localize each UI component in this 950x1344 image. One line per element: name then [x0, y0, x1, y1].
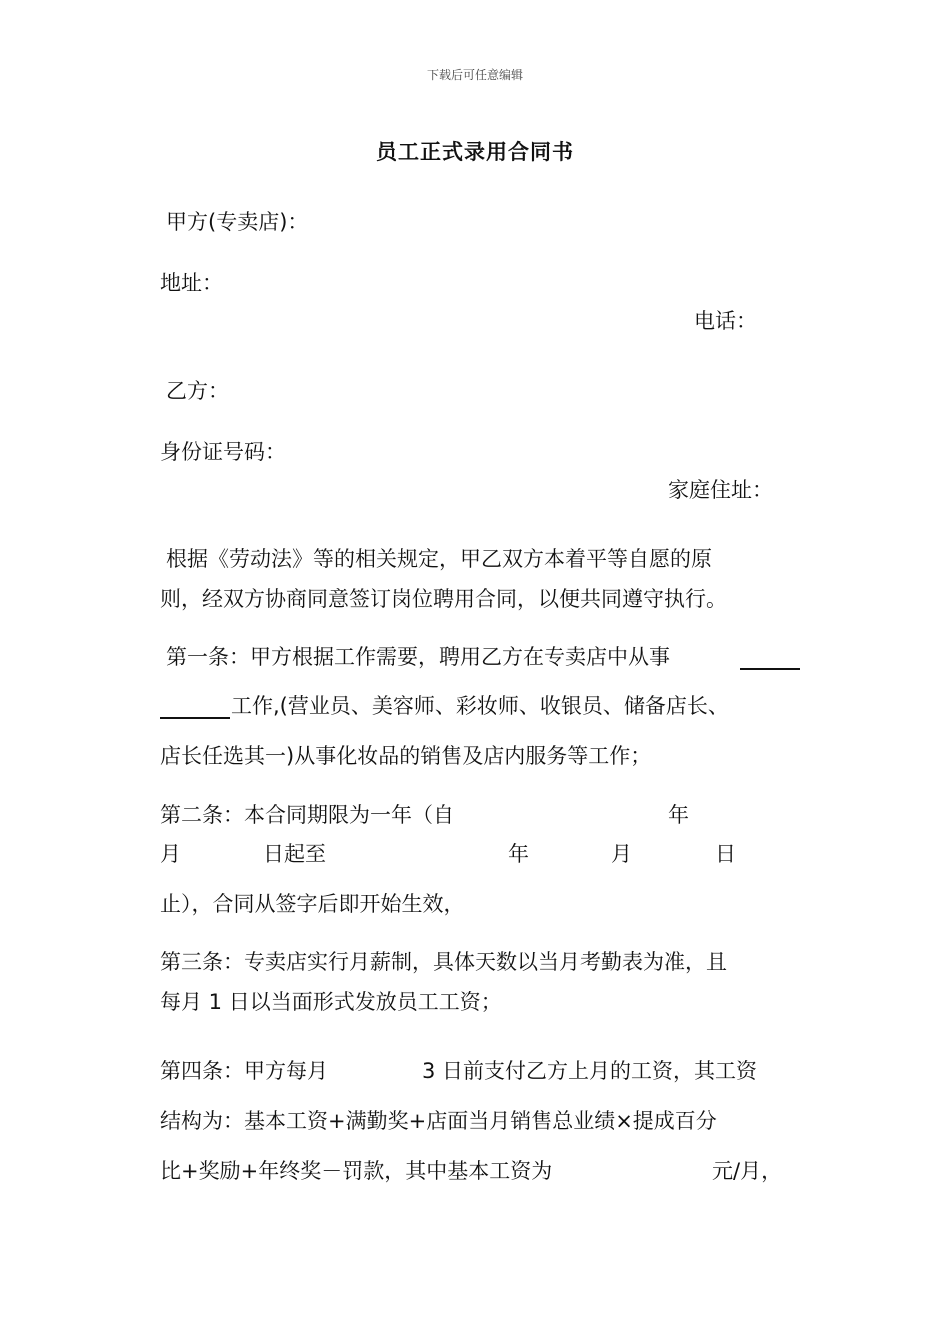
phone-label: 电话：	[694, 309, 757, 333]
party-a-label: 甲方(专卖店)：	[166, 210, 309, 234]
article2-line-1: 第二条：本合同期限为一年（自	[160, 803, 454, 827]
article1-blank-1	[740, 646, 800, 670]
home-address-label: 家庭住址：	[668, 478, 773, 502]
article2-month-1: 月	[160, 842, 181, 866]
article4-line-2: 结构为：基本工资+满勤奖+店面当月销售总业绩×提成百分	[160, 1109, 717, 1133]
article1-blank-2	[160, 695, 230, 719]
article4-line-3a: 比+奖励+年终奖－罚款，其中基本工资为	[160, 1159, 553, 1183]
party-b-label: 乙方：	[166, 379, 229, 403]
page-header: 下载后可任意编辑	[426, 68, 523, 82]
article1-line-1: 第一条：甲方根据工作需要，聘用乙方在专卖店中从事	[166, 645, 670, 669]
article2-year-2: 年	[508, 842, 529, 866]
article2-day-from: 日起至	[263, 842, 326, 866]
article1-line-2: 工作,(营业员、美容师、彩妆师、收银员、储备店长、	[231, 694, 729, 718]
article4-line-1b: 3 日前支付乙方上月的工资，其工资	[422, 1059, 758, 1083]
address-label: 地址：	[160, 271, 223, 295]
article4-line-3b: 元/月，	[712, 1159, 783, 1183]
document-title: 员工正式录用合同书	[376, 140, 574, 164]
article2-year-1: 年	[668, 803, 689, 827]
article2-day-2: 日	[715, 842, 736, 866]
article2-month-2: 月	[611, 842, 632, 866]
article4-line-1a: 第四条：甲方每月	[160, 1059, 328, 1083]
intro-line-2: 则，经双方协商同意签订岗位聘用合同，以便共同遵守执行。	[160, 587, 727, 611]
article3-line-2: 每月 1 日以当面形式发放员工工资；	[160, 990, 502, 1014]
intro-line-1: 根据《劳动法》等的相关规定，甲乙双方本着平等自愿的原	[166, 547, 712, 571]
article2-line-3: 止），合同从签字后即开始生效，	[160, 892, 465, 916]
id-number-label: 身份证号码：	[160, 440, 286, 464]
article1-line-3: 店长任选其一)从事化妆品的销售及店内服务等工作；	[160, 744, 652, 768]
article3-line-1: 第三条：专卖店实行月薪制，具体天数以当月考勤表为准，且	[160, 950, 727, 974]
